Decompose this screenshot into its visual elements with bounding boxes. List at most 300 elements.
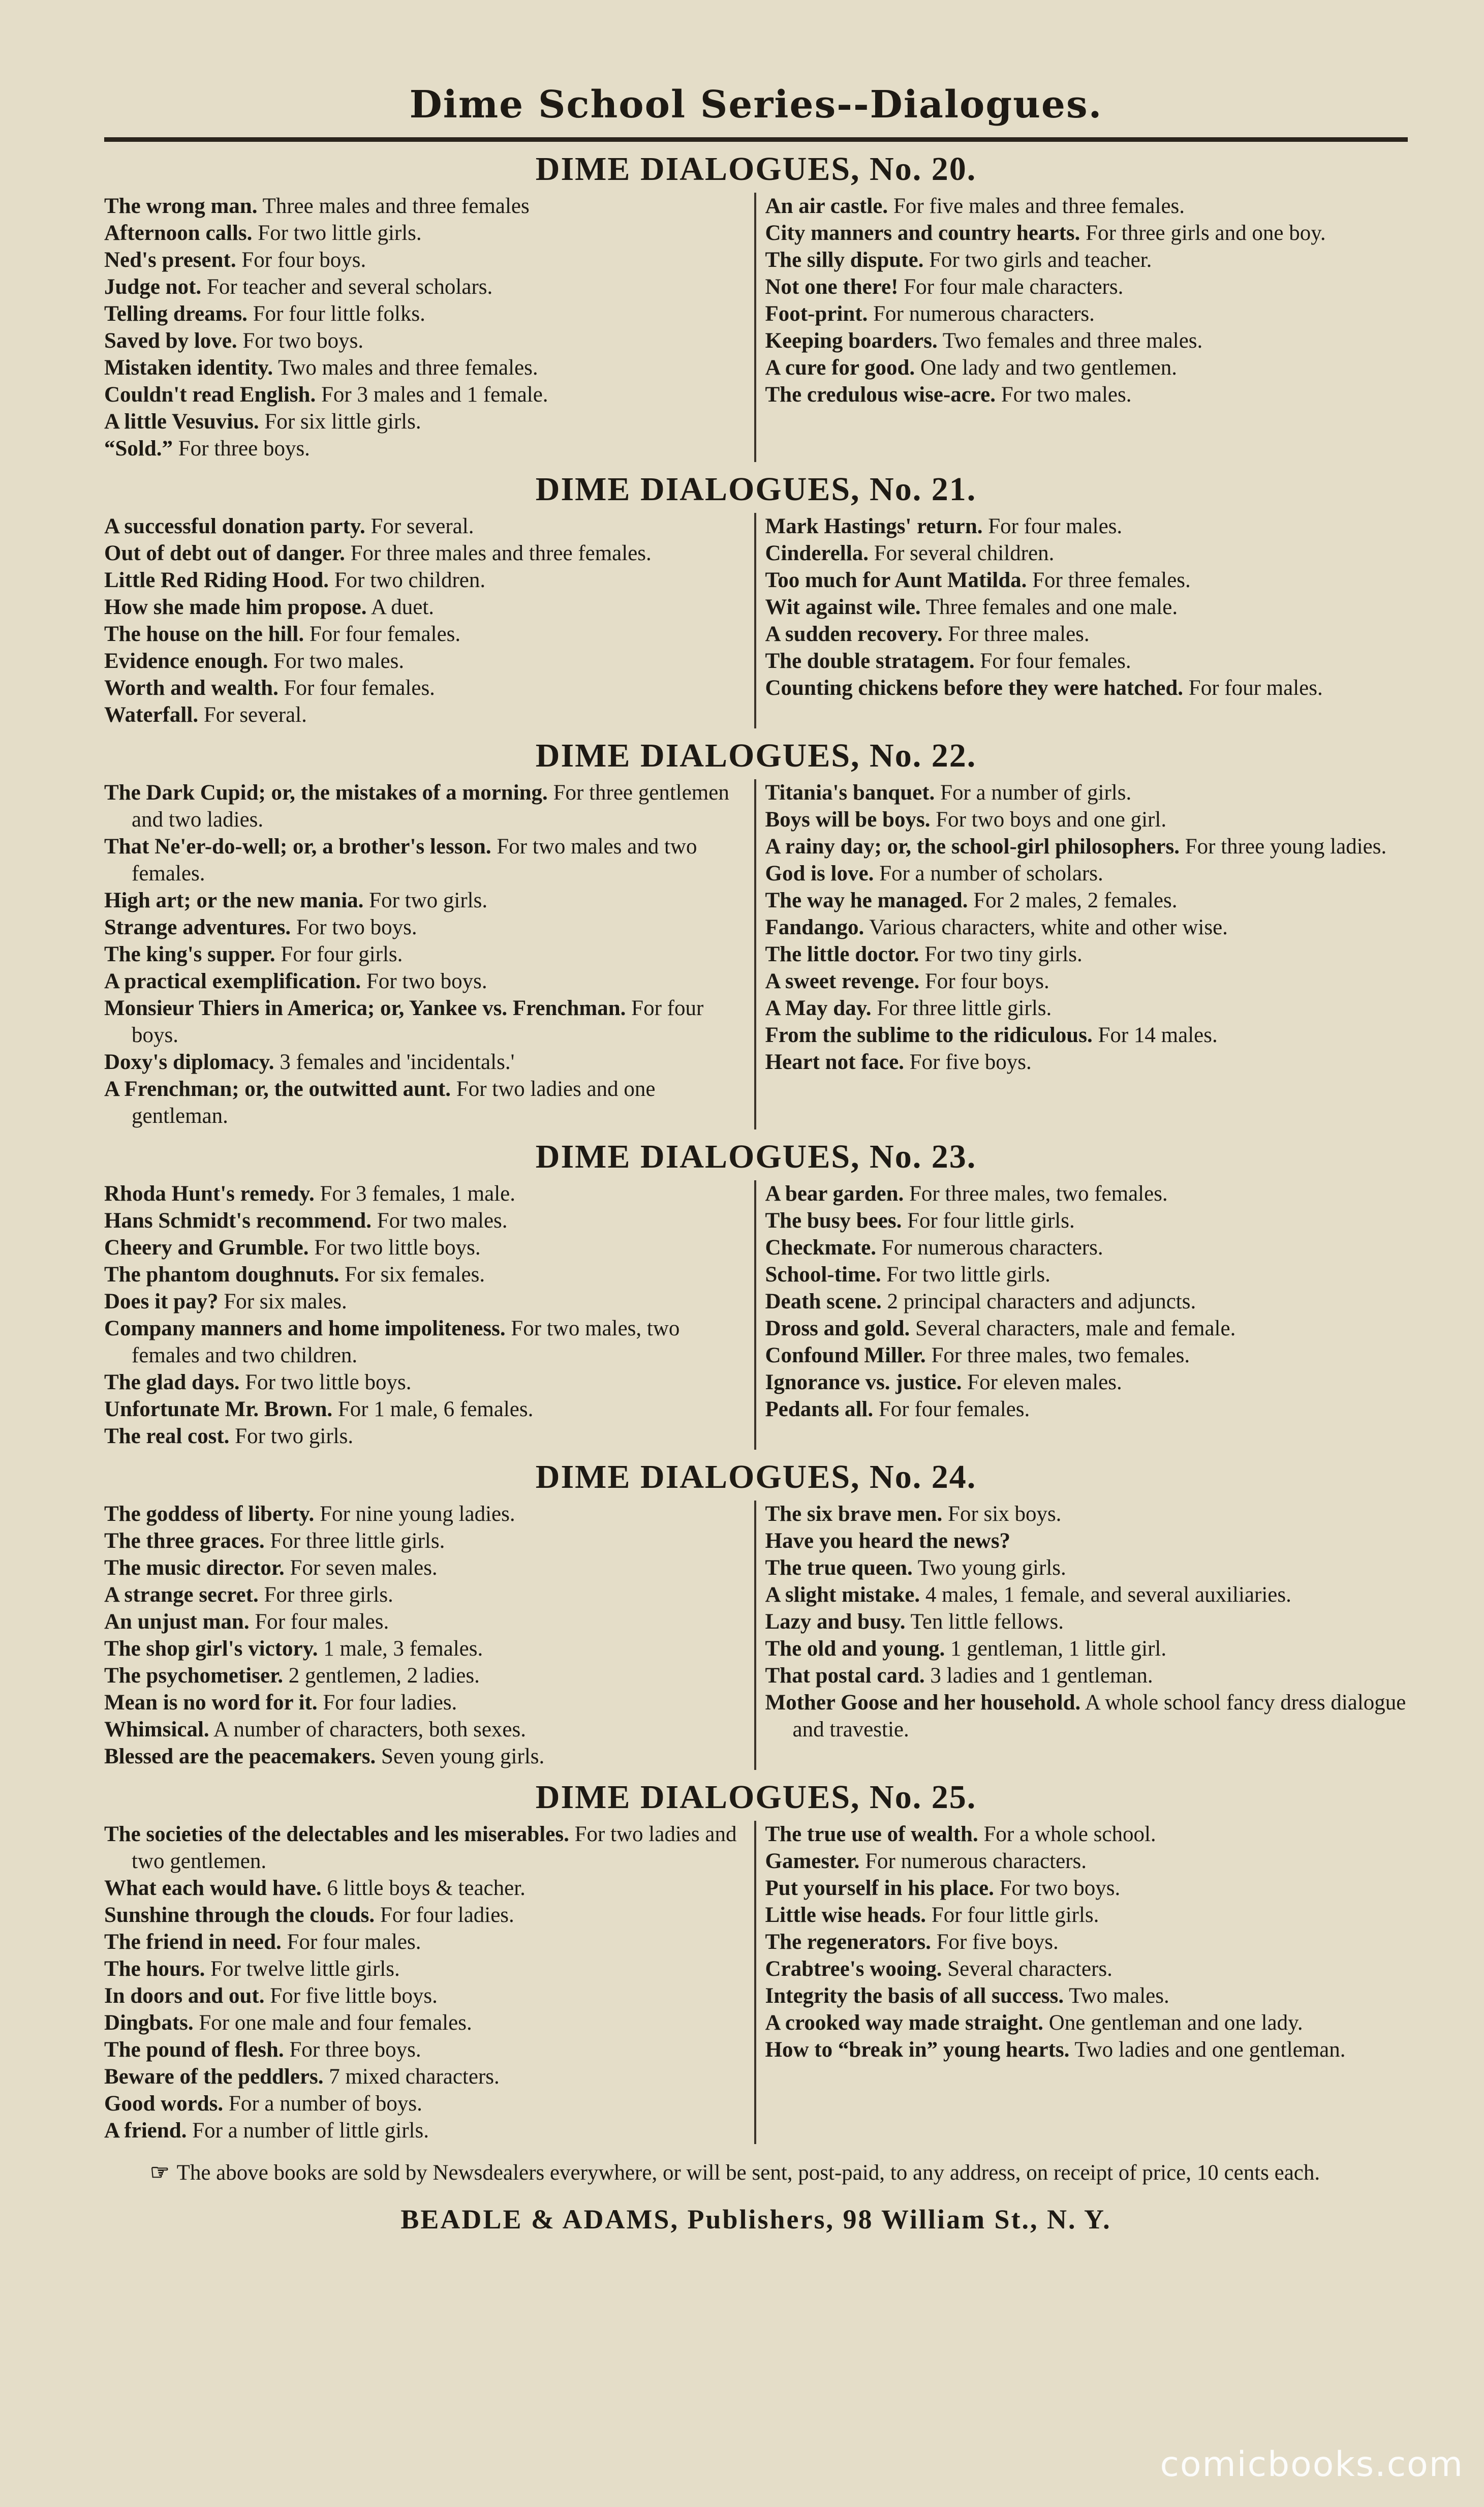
dialogue-cast: Two young girls. — [917, 1556, 1066, 1580]
dialogue-item — [104, 1207, 745, 1234]
dialogue-cast: For six males. — [224, 1290, 347, 1313]
dialogue-title: Dross and gold. — [765, 1317, 910, 1340]
dialogue-title: The real cost. — [104, 1424, 230, 1448]
dialogue-cast: For two males. — [1001, 383, 1132, 407]
dialogue-cast: For two ladies and two gentlemen. — [132, 1822, 737, 1873]
dialogue-cast: 1 gentleman, 1 little girl. — [950, 1637, 1167, 1661]
dialogue-title: “Sold.” — [104, 437, 173, 461]
dialogue-item — [104, 941, 745, 968]
section-title: DIME DIALOGUES, No. 22. — [535, 737, 977, 774]
dialogue-item — [765, 968, 1408, 995]
dialogue-item — [765, 1608, 1408, 1635]
dialogue-item — [104, 1315, 745, 1369]
dialogue-title: Gamester. — [765, 1849, 860, 1873]
dialogue-title: The psychometiser. — [104, 1664, 283, 1688]
dialogue-cast: For two little girls. — [258, 221, 422, 245]
dialogue-item — [104, 354, 745, 381]
dialogue-cast: For four males. — [1188, 676, 1323, 700]
dialogue-cast: For three young ladies. — [1185, 835, 1387, 859]
dialogue-cast: For five boys. — [909, 1050, 1032, 1074]
dialogue-cast: Two females and three males. — [942, 329, 1203, 353]
dialogue-title: What each would have. — [104, 1876, 322, 1900]
dialogue-item — [104, 887, 745, 914]
dialogue-cast: For four females. — [878, 1397, 1030, 1421]
dialogue-cast: For three little girls. — [877, 996, 1052, 1020]
sections-container — [104, 146, 1408, 2144]
dialogue-title: Heart not face. — [765, 1050, 904, 1074]
dialogue-cast: For two boys and one girl. — [936, 808, 1167, 832]
dialogue-cast: For two children. — [334, 568, 486, 592]
dialogue-title: Cinderella. — [765, 541, 869, 565]
dialogue-cast: Two males. — [1069, 1984, 1169, 2008]
dialogue-item — [765, 1635, 1408, 1662]
dialogue-item — [765, 220, 1408, 247]
dialogue-title: God is love. — [765, 862, 874, 885]
dialogue-item — [765, 1288, 1408, 1315]
dialogue-title: The friend in need. — [104, 1930, 282, 1954]
dialogue-item — [104, 1929, 745, 1955]
section-columns — [104, 1501, 1408, 1770]
dialogue-cast: Three females and one male. — [925, 595, 1178, 619]
dialogue-item — [104, 1527, 745, 1554]
dialogue-title: Blessed are the peacemakers. — [104, 1745, 376, 1768]
dialogue-title: Checkmate. — [765, 1236, 877, 1260]
notice-paragraph — [104, 2159, 1408, 2186]
dialogue-item — [765, 2009, 1408, 2036]
dialogue-item — [765, 594, 1408, 621]
dialogue-item — [765, 1689, 1408, 1743]
dialogue-title: Titania's banquet. — [765, 781, 935, 805]
dialogue-cast: 4 males, 1 female, and several auxiliaries. — [925, 1583, 1291, 1607]
dialogue-item — [104, 2117, 745, 2144]
dialogue-item — [104, 2063, 745, 2090]
dialogues-section — [104, 466, 1408, 728]
dialogue-cast: For a number of little girls. — [192, 2119, 429, 2143]
watermark: comicbooks.com — [1160, 2444, 1464, 2485]
dialogue-title: The king's supper. — [104, 942, 275, 966]
notice-text: The above books are sold by Newsdealers everywhere, or will be sent, post-paid, to any address, on receipt of price, 10 cents each. — [176, 2161, 1320, 2185]
dialogue-cast: For a number of boys. — [228, 2092, 422, 2116]
dialogue-item — [104, 1635, 745, 1662]
dialogue-item — [104, 1396, 745, 1423]
dialogue-title: A successful donation party. — [104, 514, 365, 538]
dialogue-item — [765, 300, 1408, 327]
dialogue-item — [765, 887, 1408, 914]
dialogue-item — [765, 995, 1408, 1022]
dialogue-cast: For four females. — [980, 649, 1131, 673]
dialogue-title: A sudden recovery. — [765, 622, 943, 646]
dialogue-item — [765, 1902, 1408, 1929]
dialogue-cast: 3 females and 'incidentals.' — [280, 1050, 515, 1074]
dialogue-cast: For two girls. — [235, 1424, 354, 1448]
dialogue-cast: One lady and two gentlemen. — [920, 356, 1177, 380]
dialogues-section — [104, 1774, 1408, 2144]
dialogue-item — [765, 1929, 1408, 1955]
dialogues-section — [104, 1134, 1408, 1450]
dialogue-item — [104, 1743, 745, 1770]
dialogue-item — [104, 273, 745, 300]
dialogue-cast: For three males, two females. — [909, 1182, 1168, 1206]
dialogue-item — [104, 1902, 745, 1929]
dialogue-title: Mistaken identity. — [104, 356, 273, 380]
dialogue-cast: For six females. — [345, 1263, 485, 1287]
dialogue-item — [765, 1234, 1408, 1261]
dialogue-title: The credulous wise-acre. — [765, 383, 996, 407]
dialogue-cast: Various characters, white and other wise. — [869, 915, 1228, 939]
dialogue-title: The wrong man. — [104, 194, 258, 218]
dialogue-item — [104, 247, 745, 273]
dialogue-title: A little Vesuvius. — [104, 410, 259, 434]
pointing-hand-icon: ☞ — [150, 2161, 170, 2185]
dialogues-section — [104, 146, 1408, 462]
dialogue-title: The hours. — [104, 1957, 205, 1981]
dialogue-title: The way he managed. — [765, 889, 968, 912]
dialogue-cast: A duet. — [370, 595, 435, 619]
dialogue-title: High art; or the new mania. — [104, 889, 364, 912]
dialogue-title: Boys will be boys. — [765, 808, 931, 832]
dialogue-cast: For 2 males, 2 females. — [973, 889, 1178, 912]
dialogue-cast: For four boys. — [241, 248, 366, 272]
dialogue-item — [104, 435, 745, 462]
dialogue-item — [765, 193, 1408, 220]
dialogue-item — [104, 1180, 745, 1207]
dialogue-item — [104, 1423, 745, 1450]
dialogue-cast: For numerous characters. — [881, 1236, 1103, 1260]
dialogue-cast: For two boys. — [242, 329, 364, 353]
dialogue-title: Evidence enough. — [104, 649, 268, 673]
dialogue-title: Beware of the peddlers. — [104, 2065, 324, 2089]
dialogue-title: Ignorance vs. justice. — [765, 1370, 962, 1394]
dialogue-title: Too much for Aunt Matilda. — [765, 568, 1027, 592]
section-columns — [104, 779, 1408, 1129]
dialogue-cast: 3 ladies and 1 gentleman. — [930, 1664, 1153, 1688]
left-column — [104, 779, 756, 1129]
dialogue-item — [765, 1662, 1408, 1689]
dialogue-item — [104, 513, 745, 540]
dialogue-cast: Ten little fellows. — [910, 1610, 1064, 1634]
dialogue-title: Ned's present. — [104, 248, 236, 272]
dialogue-cast: 2 gentlemen, 2 ladies. — [288, 1664, 480, 1688]
dialogue-item — [104, 2009, 745, 2036]
dialogue-cast: One gentleman and one lady. — [1048, 2011, 1303, 2035]
dialogue-title: Company manners and home impoliteness. — [104, 1317, 506, 1340]
dialogue-title: City manners and country hearts. — [765, 221, 1080, 245]
dialogue-item — [765, 860, 1408, 887]
dialogue-title: Mark Hastings' return. — [765, 514, 983, 538]
dialogue-cast: For two ladies and one gentleman. — [132, 1077, 656, 1128]
dialogue-item — [104, 914, 745, 941]
dialogue-cast: For two males. — [377, 1209, 508, 1233]
dialogue-cast: For six little girls. — [264, 410, 421, 434]
dialogue-item — [104, 833, 745, 887]
dialogue-title: The societies of the delectables and les miserables. — [104, 1822, 569, 1846]
dialogue-cast: For numerous characters. — [873, 302, 1095, 326]
dialogue-cast: For three males and three females. — [350, 541, 652, 565]
dialogue-item — [765, 806, 1408, 833]
dialogue-title: From the sublime to the ridiculous. — [765, 1023, 1093, 1047]
dialogue-title: The glad days. — [104, 1370, 240, 1394]
dialogue-title: The silly dispute. — [765, 248, 924, 272]
dialogue-item — [104, 1982, 745, 2009]
dialogue-item — [765, 247, 1408, 273]
dialogue-item — [765, 675, 1408, 701]
dialogue-cast: Several characters, male and female. — [915, 1317, 1236, 1340]
dialogue-item — [765, 1501, 1408, 1527]
dialogue-title: Judge not. — [104, 275, 202, 299]
dialogue-cast: For three boys. — [178, 437, 310, 461]
dialogue-cast: For four girls. — [281, 942, 403, 966]
dialogue-cast: For a number of girls. — [940, 781, 1132, 805]
dialogue-title: The three graces. — [104, 1529, 265, 1553]
dialogue-item — [765, 1848, 1408, 1875]
dialogue-cast: For a number of scholars. — [879, 862, 1103, 885]
dialogue-item — [765, 833, 1408, 860]
dialogue-item — [765, 941, 1408, 968]
dialogue-title: Little wise heads. — [765, 1903, 926, 1927]
page-header-title: Dime School Series--Dialogues. — [409, 83, 1103, 127]
dialogue-title: Unfortunate Mr. Brown. — [104, 1397, 333, 1421]
dialogues-section — [104, 732, 1408, 1129]
dialogue-cast: For five boys. — [936, 1930, 1059, 1954]
left-column — [104, 1821, 756, 2144]
dialogue-title: Counting chickens before they were hatched. — [765, 676, 1184, 700]
dialogue-item — [765, 648, 1408, 675]
dialogue-item — [104, 1608, 745, 1635]
dialogue-title: Good words. — [104, 2092, 224, 2116]
dialogue-title: Fandango. — [765, 915, 864, 939]
dialogue-title: Death scene. — [765, 1290, 882, 1313]
dialogue-title: Foot-print. — [765, 302, 868, 326]
dialogue-item — [104, 220, 745, 247]
dialogue-cast: For twelve little girls. — [210, 1957, 400, 1981]
dialogue-cast: For four little folks. — [253, 302, 425, 326]
dialogue-cast: For two boys. — [296, 915, 417, 939]
right-column — [756, 779, 1408, 1129]
dialogue-item — [104, 621, 745, 648]
dialogue-title: A cure for good. — [765, 356, 915, 380]
dialogue-item — [765, 540, 1408, 567]
dialogue-title: A strange secret. — [104, 1583, 259, 1607]
dialogue-item — [765, 1180, 1408, 1207]
dialogue-item — [104, 300, 745, 327]
dialogue-item — [765, 1581, 1408, 1608]
dialogue-item — [104, 1554, 745, 1581]
dialogue-title: The Dark Cupid; or, the mistakes of a morning. — [104, 781, 548, 805]
dialogue-title: Hans Schmidt's recommend. — [104, 1209, 372, 1233]
dialogue-item — [104, 1501, 745, 1527]
dialogue-cast: 6 little boys & teacher. — [327, 1876, 525, 1900]
dialogue-item — [104, 1234, 745, 1261]
dialogue-cast: For two little girls. — [886, 1263, 1050, 1287]
dialogue-title: Waterfall. — [104, 703, 199, 727]
dialogue-cast: For two tiny girls. — [924, 942, 1083, 966]
dialogue-title: Pedants all. — [765, 1397, 874, 1421]
dialogue-title: The old and young. — [765, 1637, 945, 1661]
dialogue-title: Wit against wile. — [765, 595, 921, 619]
dialogue-title: A rainy day; or, the school-girl philosophers. — [765, 835, 1180, 859]
dialogue-item — [765, 914, 1408, 941]
dialogue-cast: For eleven males. — [967, 1370, 1122, 1394]
dialogue-title: The phantom doughnuts. — [104, 1263, 339, 1287]
dialogue-cast: A number of characters, both sexes. — [213, 1718, 526, 1741]
section-title: DIME DIALOGUES, No. 20. — [535, 150, 977, 188]
dialogue-item — [765, 621, 1408, 648]
header-rule — [104, 137, 1408, 142]
dialogue-cast: For four males. — [988, 514, 1123, 538]
dialogue-title: The regenerators. — [765, 1930, 931, 1954]
dialogue-cast: For numerous characters. — [865, 1849, 1087, 1873]
dialogue-cast: For two little boys. — [314, 1236, 481, 1260]
dialogue-item — [104, 193, 745, 220]
dialogue-title: Sunshine through the clouds. — [104, 1903, 375, 1927]
dialogue-cast: 7 mixed characters. — [329, 2065, 500, 2089]
dialogue-item — [104, 1689, 745, 1716]
dialogue-title: Lazy and busy. — [765, 1610, 906, 1634]
dialogue-item — [104, 1581, 745, 1608]
dialogue-item — [765, 1342, 1408, 1369]
dialogue-title: The house on the hill. — [104, 622, 304, 646]
section-columns — [104, 513, 1408, 728]
dialogue-cast: For seven males. — [290, 1556, 438, 1580]
dialogue-title: The true queen. — [765, 1556, 913, 1580]
dialogue-title: Mean is no word for it. — [104, 1691, 318, 1715]
publisher-line: BEADLE & ADAMS, Publishers, 98 William St., N. Y. — [400, 2204, 1111, 2235]
dialogue-title: Not one there! — [765, 275, 899, 299]
dialogue-item — [765, 1955, 1408, 1982]
dialogue-item — [765, 327, 1408, 354]
dialogue-item — [104, 540, 745, 567]
dialogue-title: A bear garden. — [765, 1182, 904, 1206]
dialogue-cast: For four boys. — [924, 969, 1049, 993]
dialogue-title: School-time. — [765, 1263, 881, 1287]
dialogue-item — [104, 1049, 745, 1076]
dialogue-item — [104, 1662, 745, 1689]
dialogue-item — [765, 1369, 1408, 1396]
dialogue-title: Afternoon calls. — [104, 221, 253, 245]
dialogue-cast: Three males and three females — [262, 194, 530, 218]
dialogue-cast: For several. — [203, 703, 307, 727]
dialogue-title: That postal card. — [765, 1664, 925, 1688]
dialogue-cast: For teacher and several scholars. — [206, 275, 493, 299]
dialogue-cast: Two males and three females. — [278, 356, 538, 380]
dialogue-item — [104, 567, 745, 594]
dialogue-cast: For six boys. — [948, 1502, 1062, 1526]
dialogue-cast: Two ladies and one gentleman. — [1074, 2038, 1346, 2062]
dialogue-cast: For two girls. — [369, 889, 488, 912]
dialogue-item — [765, 1207, 1408, 1234]
dialogue-title: Mother Goose and her household. — [765, 1691, 1081, 1715]
dialogue-title: The pound of flesh. — [104, 2038, 284, 2062]
section-title: DIME DIALOGUES, No. 25. — [535, 1779, 977, 1816]
dialogue-title: Worth and wealth. — [104, 676, 279, 700]
dialogue-item — [765, 1554, 1408, 1581]
dialogue-item — [104, 1821, 745, 1875]
dialogue-cast: For four males. — [287, 1930, 421, 1954]
right-column — [756, 1821, 1408, 2144]
dialogue-item — [765, 1261, 1408, 1288]
dialogue-title: The music director. — [104, 1556, 285, 1580]
dialogue-title: How to “break in” young hearts. — [765, 2038, 1070, 2062]
dialogue-item — [765, 1315, 1408, 1342]
dialogue-cast: For several. — [370, 514, 474, 538]
dialogue-title: A May day. — [765, 996, 872, 1020]
dialogue-title: A practical exemplification. — [104, 969, 361, 993]
dialogue-title: The little doctor. — [765, 942, 919, 966]
dialogue-cast: For four females. — [309, 622, 461, 646]
dialogue-item — [765, 381, 1408, 408]
dialogue-title: Confound Miller. — [765, 1343, 926, 1367]
dialogue-cast: For several children. — [874, 541, 1055, 565]
dialogue-title: Integrity the basis of all success. — [765, 1984, 1064, 2008]
dialogue-cast: For four boys. — [132, 996, 704, 1047]
dialogue-title: The shop girl's victory. — [104, 1637, 318, 1661]
dialogue-cast: For four ladies. — [380, 1903, 514, 1927]
dialogue-item — [765, 1982, 1408, 2009]
dialogue-title: The goddess of liberty. — [104, 1502, 315, 1526]
left-column — [104, 1180, 756, 1450]
dialogues-section — [104, 1454, 1408, 1770]
dialogue-cast: For two girls and teacher. — [929, 248, 1152, 272]
dialogue-cast: For four females. — [284, 676, 435, 700]
dialogue-item — [104, 327, 745, 354]
dialogue-title: The busy bees. — [765, 1209, 902, 1233]
dialogue-title: How she made him propose. — [104, 595, 367, 619]
dialogue-cast: For five little boys. — [270, 1984, 438, 2008]
dialogue-title: Have you heard the news? — [765, 1529, 1011, 1553]
dialogue-title: Little Red Riding Hood. — [104, 568, 329, 592]
dialogue-title: Telling dreams. — [104, 302, 248, 326]
dialogue-cast: For three girls. — [264, 1583, 393, 1607]
dialogue-item — [104, 701, 745, 728]
dialogue-item — [765, 513, 1408, 540]
dialogue-cast: For two males and two females. — [132, 835, 697, 885]
dialogue-item — [104, 1261, 745, 1288]
dialogue-cast: For two males, two females and two children. — [132, 1317, 680, 1367]
dialogue-title: Doxy's diplomacy. — [104, 1050, 274, 1074]
dialogue-cast: Several characters. — [947, 1957, 1112, 1981]
dialogue-title: Strange adventures. — [104, 915, 291, 939]
dialogue-item — [104, 2090, 745, 2117]
dialogue-cast: For 3 females, 1 male. — [320, 1182, 516, 1206]
left-column — [104, 193, 756, 462]
dialogue-cast: For three gentlemen and two ladies. — [132, 781, 729, 832]
left-column — [104, 1501, 756, 1770]
dialogue-item — [765, 567, 1408, 594]
dialogue-title: Keeping boarders. — [765, 329, 938, 353]
dialogue-item — [104, 594, 745, 621]
dialogue-title: An air castle. — [765, 194, 888, 218]
dialogue-cast: For three girls and one boy. — [1086, 221, 1326, 245]
right-column — [756, 1180, 1408, 1450]
dialogue-title: A Frenchman; or, the outwitted aunt. — [104, 1077, 451, 1101]
dialogue-title: The true use of wealth. — [765, 1822, 978, 1846]
dialogue-cast: For two boys. — [366, 969, 487, 993]
dialogue-title: Rhoda Hunt's remedy. — [104, 1182, 315, 1206]
right-column — [756, 513, 1408, 728]
dialogue-title: Dingbats. — [104, 2011, 194, 2035]
dialogue-item — [104, 968, 745, 995]
dialogue-cast: 1 male, 3 females. — [323, 1637, 483, 1661]
dialogue-item — [765, 1527, 1408, 1554]
left-column — [104, 513, 756, 728]
dialogue-item — [104, 1076, 745, 1129]
dialogue-title: Cheery and Grumble. — [104, 1236, 309, 1260]
dialogue-item — [104, 675, 745, 701]
dialogue-title: A slight mistake. — [765, 1583, 920, 1607]
dialogue-cast: For four male characters. — [904, 275, 1124, 299]
dialogue-item — [104, 779, 745, 833]
dialogue-title: Whimsical. — [104, 1718, 209, 1741]
